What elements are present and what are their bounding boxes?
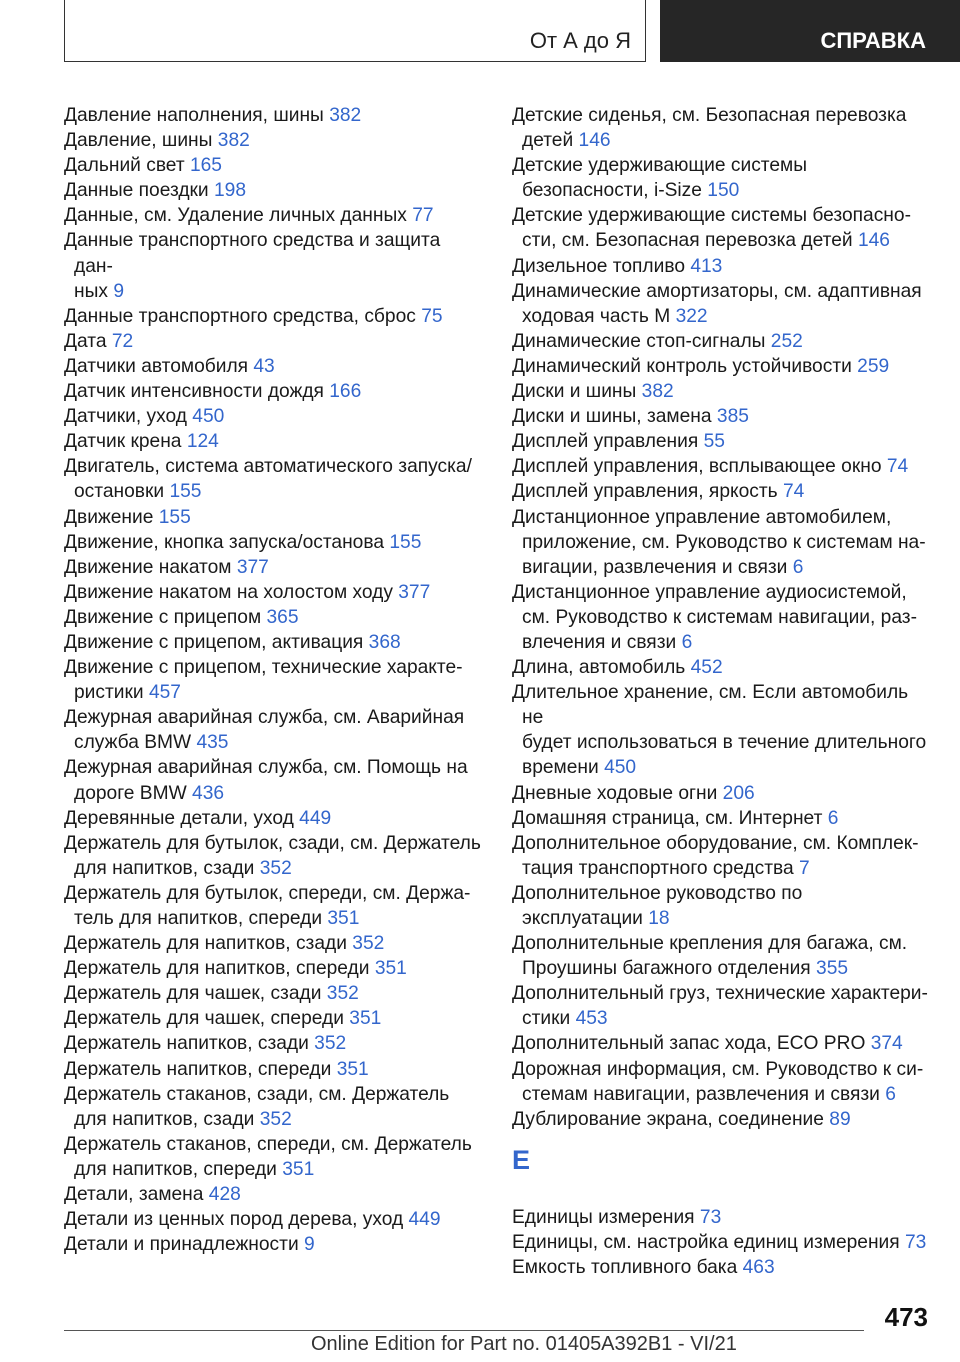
page-reference-link[interactable]: 352 [314, 1033, 347, 1055]
index-entry-term: Дежурная аварийная служба, см. Помощь на [64, 757, 468, 779]
index-entry [64, 178, 484, 203]
index-entry [64, 1207, 484, 1232]
index-entry [512, 1107, 932, 1132]
index-entry [64, 505, 484, 530]
index-entry [64, 881, 484, 931]
index-entry-continuation [74, 279, 484, 304]
page-reference-link[interactable]: 9 [113, 280, 124, 302]
index-entry [64, 831, 484, 881]
page-reference-link[interactable]: 6 [827, 807, 839, 829]
index-entry-continuation [74, 906, 484, 931]
index-entry-term: Детали, замена [64, 1184, 204, 1206]
index-entry-term: Данные транспортного средства и защита дан- [64, 230, 441, 277]
index-entry [64, 755, 484, 805]
index-entry [64, 981, 484, 1006]
page-reference-link[interactable]: 382 [329, 105, 362, 126]
index-entry-continuation [74, 781, 484, 806]
index-entry [512, 806, 932, 831]
index-entry [512, 254, 932, 279]
page-reference-link[interactable]: 452 [690, 657, 723, 679]
index-entry-term: Дополнительный запас хода, ECO PRO [512, 1033, 866, 1055]
index-entry-continuation-text: безопасности, i-Size [522, 180, 702, 202]
index-entry [64, 153, 484, 178]
index-entry [64, 931, 484, 956]
index-entry-continuation-text: детей [522, 130, 574, 152]
index-entry-term: Держатель для чашек, сзади [64, 983, 322, 1005]
index-entry-term: Дорожная информация, см. Руководство к си- [512, 1058, 924, 1080]
index-entry [512, 203, 932, 253]
index-entry-continuation-text: дороге BMW [74, 782, 187, 804]
index-entry-continuation-text: для напитков, спереди [74, 1158, 277, 1180]
index-entry-term: Дата [64, 330, 107, 352]
index-entry-continuation [522, 304, 932, 329]
index-group-d [512, 103, 932, 1132]
page-reference-link[interactable]: 450 [604, 757, 637, 779]
index-entry [512, 580, 932, 655]
index-entry [512, 404, 932, 429]
index-entry-term: Детские удерживающие системы безопасно- [512, 205, 911, 227]
index-entry-continuation [522, 530, 932, 555]
index-entry-term: Давление наполнения, шины [64, 105, 324, 126]
index-entry-term: Датчик крена [64, 431, 182, 453]
index-entry-continuation-text: Проушины багажного отделения [522, 958, 811, 980]
index-entry-term: Дизельное топливо [512, 255, 685, 277]
index-entry [64, 1132, 484, 1182]
index-entry [64, 404, 484, 429]
index-entry-continuation [522, 730, 932, 755]
page-reference-link[interactable]: 436 [192, 782, 225, 804]
index-entry-term: Держатель для бутылок, спереди, см. Держа- [64, 882, 471, 904]
index-entry-continuation [522, 630, 932, 655]
page-reference-link[interactable]: 74 [783, 481, 805, 503]
index-entry-term: Динамические амортизаторы, см. адаптивная [512, 280, 922, 302]
index-entry [64, 705, 484, 755]
index-entry [512, 1031, 932, 1056]
page-reference-link[interactable]: 382 [641, 381, 674, 403]
page-reference-link[interactable]: 322 [675, 305, 708, 327]
page-reference-link[interactable]: 463 [742, 1257, 775, 1279]
index-entry-continuation-text: тель для напитков, спереди [74, 908, 323, 929]
page-reference-link[interactable]: 352 [352, 933, 385, 955]
page-number: 473 [884, 1302, 928, 1332]
index-entry-continuation [522, 228, 932, 253]
index-entry-continuation [74, 1107, 484, 1132]
index-entry-term: Движение с прицепом, активация [64, 631, 364, 653]
index-entry-continuation-text: см. Руководство к системам навигации, раз- [522, 606, 917, 628]
index-entry-continuation-text: влечения и связи [522, 631, 677, 653]
page-reference-link[interactable]: 374 [870, 1033, 903, 1055]
page-reference-link[interactable]: 55 [703, 431, 725, 453]
index-entry-continuation [522, 956, 932, 981]
page-reference-link[interactable]: 457 [148, 682, 181, 704]
index-entry [512, 479, 932, 504]
index-entry-term: Держатель напитков, сзади [64, 1033, 309, 1055]
footer-divider [64, 1330, 864, 1331]
index-entry [512, 279, 932, 329]
page-reference-link[interactable]: 6 [681, 631, 693, 653]
page-reference-link[interactable]: 435 [196, 732, 229, 754]
index-entry [512, 881, 932, 931]
index-entry [512, 103, 932, 153]
index-entry-term: Держатель для бутылок, сзади, см. Держатель [64, 832, 481, 854]
index-entry [64, 1006, 484, 1031]
index-column-left [64, 103, 484, 1257]
index-entry-continuation [522, 555, 932, 580]
index-entry-term: Дистанционное управление автомобилем, [512, 506, 892, 528]
index-entry-continuation-text: для напитков, сзади [74, 1108, 255, 1130]
index-entry [512, 781, 932, 806]
index-entry-continuation [522, 755, 932, 780]
page-reference-link[interactable]: 428 [208, 1184, 241, 1206]
index-entry-term: Детские сиденья, см. Безопасная перевозка [512, 105, 907, 126]
index-entry-term: Данные транспортного средства, сброс [64, 305, 416, 327]
page-reference-link[interactable]: 43 [253, 355, 275, 377]
index-entry [512, 505, 932, 580]
index-entry-term: Дополнительное оборудование, см. Комплек- [512, 832, 919, 854]
index-entry-term: Движение накатом на холостом ходу [64, 581, 393, 603]
page-reference-link[interactable]: 259 [857, 355, 890, 377]
index-entry [64, 1031, 484, 1056]
index-entry-term: Дежурная аварийная служба, см. Аварийная [64, 707, 465, 729]
page-reference-link[interactable]: 450 [192, 406, 225, 428]
index-entry [64, 454, 484, 504]
page-reference-link[interactable]: 351 [327, 908, 360, 929]
index-entry-term: Движение, кнопка запуска/останова [64, 531, 385, 553]
index-entry-term: Движение с прицепом [64, 606, 262, 628]
index-entry-continuation [522, 906, 932, 931]
page-reference-link[interactable]: 146 [857, 230, 890, 252]
page-reference-link[interactable]: 377 [398, 581, 431, 603]
index-entry-continuation [522, 605, 932, 630]
index-entry [64, 429, 484, 454]
page-reference-link[interactable]: 73 [699, 1206, 722, 1228]
index-entry-continuation [522, 856, 932, 881]
index-entry-continuation-text: времени [522, 757, 599, 779]
index-entry-term: Единицы измерения [512, 1206, 695, 1228]
index-entry-term: Движение с прицепом, технические характе- [64, 657, 463, 679]
page-reference-link[interactable]: 453 [575, 1008, 608, 1030]
index-entry-continuation-text: остановки [74, 481, 165, 503]
page-reference-link[interactable]: 155 [389, 531, 422, 553]
index-entry [64, 228, 484, 303]
page-reference-link[interactable]: 155 [169, 481, 202, 503]
index-entry-term: Диски и шины, замена [512, 406, 712, 428]
index-entry-continuation-text: для напитков, сзади [74, 857, 255, 879]
index-entry [512, 1057, 932, 1107]
index-entry-term: Держатель для напитков, сзади [64, 933, 347, 955]
index-entry [512, 981, 932, 1031]
index-entry-term: Дневные ходовые огни [512, 782, 718, 804]
index-entry-continuation [74, 730, 484, 755]
index-entry-term: Дополнительный груз, технические характери- [512, 983, 928, 1005]
page-reference-link[interactable]: 6 [792, 556, 804, 578]
index-entry-term: Дистанционное управление аудиосистемой, [512, 581, 907, 603]
index-entry [512, 329, 932, 354]
index-entry [64, 530, 484, 555]
index-entry [64, 354, 484, 379]
index-entry-term: Дублирование экрана, соединение [512, 1108, 824, 1130]
index-entry-term: Датчик интенсивности дождя [64, 381, 324, 403]
index-entry-continuation [522, 128, 932, 153]
index-entry-term: Держатель для чашек, спереди [64, 1008, 344, 1030]
index-entry [64, 329, 484, 354]
index-entry-term: Единицы, см. настройка единиц измерения [512, 1231, 900, 1253]
index-entry-term: Держатель стаканов, спереди, см. Держатель [64, 1133, 472, 1155]
page-reference-link[interactable]: 351 [336, 1058, 369, 1080]
page-reference-link[interactable]: 74 [886, 456, 909, 478]
page-reference-link[interactable]: 355 [816, 958, 849, 980]
page-reference-link[interactable]: 198 [214, 180, 247, 202]
index-entry-term: Датчики, уход [64, 406, 187, 428]
index-entry-term: Держатель напитков, спереди [64, 1058, 332, 1080]
index-entry [64, 555, 484, 580]
index-column-right [512, 103, 932, 1280]
index-entry-term: Дальний свет [64, 155, 185, 177]
index-entry-continuation [74, 856, 484, 881]
index-entry-term: Дисплей управления, яркость [512, 481, 778, 503]
page-reference-link[interactable]: 377 [236, 556, 269, 578]
index-entry-term: Деревянные детали, уход [64, 807, 294, 829]
index-entry-term: Держатель для напитков, спереди [64, 958, 370, 980]
index-entry [64, 1082, 484, 1132]
header-chapter-title: От А до Я [529, 28, 631, 53]
page-reference-link[interactable]: 382 [217, 130, 250, 152]
index-entry-term: Детали из ценных пород дерева, уход [64, 1209, 404, 1231]
page-reference-link[interactable]: 155 [158, 506, 191, 528]
page-reference-link[interactable]: 166 [329, 381, 362, 403]
page-reference-link[interactable]: 165 [189, 155, 222, 177]
index-entry-term: Давление, шины [64, 130, 213, 152]
index-entry-term: Длительное хранение, см. Если автомобиль не [512, 682, 909, 729]
index-entry [64, 128, 484, 153]
index-entry-term: Дисплей управления, всплывающее окно [512, 456, 882, 478]
index-entry [512, 1205, 932, 1230]
page-reference-link[interactable]: 365 [266, 606, 299, 628]
index-entry-term: Динамический контроль устойчивости [512, 355, 852, 377]
index-group-e [512, 1205, 932, 1280]
page-reference-link[interactable]: 351 [374, 958, 407, 980]
index-entry-term: Двигатель, система автоматического запуска/ [64, 456, 472, 478]
index-entry [512, 379, 932, 404]
section-letter-heading: Е [512, 1144, 531, 1175]
page-reference-link[interactable]: 385 [716, 406, 749, 428]
index-entry-term: Движение [64, 506, 154, 528]
index-entry [512, 931, 932, 981]
index-entry-continuation-text: ных [74, 280, 108, 302]
index-entry-term: Дополнительные крепления для багажа, см. [512, 933, 908, 955]
page-reference-link[interactable]: 352 [259, 857, 292, 879]
page-reference-link[interactable]: 351 [282, 1158, 315, 1180]
index-entry-term: Датчики автомобиля [64, 355, 249, 377]
page-reference-link[interactable]: 7 [799, 857, 810, 879]
index-entry [512, 680, 932, 780]
index-entry-continuation-text: стики [522, 1008, 571, 1030]
page-reference-link[interactable]: 72 [111, 330, 134, 352]
index-entry-continuation [522, 178, 932, 203]
index-entry-term: Диски и шины [512, 381, 637, 403]
index-entry [64, 1232, 484, 1257]
page-reference-link[interactable]: 18 [648, 908, 670, 929]
footer-edition-text: Online Edition for Part no. 01405A392B1 - VI/21 [311, 1333, 737, 1355]
page-reference-link[interactable]: 252 [770, 330, 803, 352]
index-entry-term: Динамические стоп-сигналы [512, 330, 766, 352]
page-reference-link[interactable]: 413 [690, 255, 723, 277]
index-entry-continuation [74, 680, 484, 705]
index-entry-term: Данные, см. Удаление личных данных [64, 205, 407, 227]
index-entry-continuation-text: ристики [74, 682, 144, 704]
index-entry-term: Держатель стаканов, сзади, см. Держатель [64, 1083, 450, 1105]
page-reference-link[interactable]: 146 [578, 130, 611, 152]
index-entry [512, 1255, 932, 1280]
page-reference-link[interactable]: 9 [304, 1234, 315, 1256]
index-entry [512, 831, 932, 881]
page-reference-link[interactable]: 368 [368, 631, 401, 653]
index-entry-term: Данные поездки [64, 180, 209, 202]
page-reference-link[interactable]: 124 [186, 431, 219, 453]
index-entry [64, 203, 484, 228]
index-entry-continuation-text: стемам навигации, развлечения и связи [522, 1083, 880, 1105]
index-entry-term: Длина, автомобиль [512, 657, 686, 679]
index-entry [64, 1057, 484, 1082]
index-entry-term: Детские удерживающие системы [512, 155, 808, 177]
index-entry [64, 304, 484, 329]
index-entry [64, 956, 484, 981]
index-entry-continuation-text: ходовая часть M [522, 305, 671, 327]
index-entry [64, 379, 484, 404]
index-entry [512, 454, 932, 479]
index-entry [512, 1230, 932, 1255]
header-chapter-box [64, 0, 646, 62]
index-entry-continuation-text: служба BMW [74, 732, 192, 754]
index-entry [64, 630, 484, 655]
index-entry [64, 655, 484, 705]
index-entry-continuation [522, 1006, 932, 1031]
index-entry-term: Детали и принадлежности [64, 1234, 299, 1256]
page-reference-link[interactable]: 89 [829, 1108, 851, 1130]
page-reference-link[interactable]: 449 [408, 1209, 441, 1231]
index-entry [512, 153, 932, 203]
page-reference-link[interactable]: 449 [299, 807, 332, 829]
index-entry-term: Емкость топливного бака [512, 1257, 738, 1279]
index-entry-continuation [522, 1082, 932, 1107]
index-entry-continuation-text: приложение, см. Руководство к системам на- [522, 531, 926, 553]
index-entry [512, 655, 932, 680]
page-reference-link[interactable]: 73 [905, 1231, 927, 1253]
page-reference-link[interactable]: 352 [259, 1108, 292, 1130]
index-entry-term: Домашняя страница, см. Интернет [512, 807, 823, 829]
index-entry-continuation [74, 479, 484, 504]
index-entry [64, 1182, 484, 1207]
page-reference-link[interactable]: 352 [326, 983, 359, 1005]
index-entry-continuation-text: вигации, развлечения и связи [522, 556, 788, 578]
index-entry-continuation-text: сти, см. Безопасная перевозка детей [522, 230, 853, 252]
header-section-tab: СПРАВКА [660, 0, 960, 62]
index-entry-continuation-text: тация транспортного средства [522, 857, 794, 879]
page-reference-link[interactable]: 351 [349, 1008, 382, 1030]
index-entry-term: Движение накатом [64, 556, 232, 578]
index-entry-term: Дисплей управления [512, 431, 699, 453]
page-reference-link[interactable]: 75 [421, 305, 443, 327]
page-reference-link[interactable]: 77 [412, 205, 434, 227]
index-entry-continuation [74, 1157, 484, 1182]
index-entry [64, 806, 484, 831]
index-entry-continuation-text: будет использоваться в течение длительного [522, 732, 927, 754]
index-entry-term: Дополнительное руководство по [512, 882, 803, 904]
page-reference-link[interactable]: 150 [707, 180, 740, 202]
index-entry [512, 354, 932, 379]
index-entry [512, 429, 932, 454]
index-entry [64, 605, 484, 630]
index-entry [64, 103, 484, 128]
page-reference-link[interactable]: 206 [722, 782, 755, 804]
index-entry-continuation-text: эксплуатации [522, 908, 643, 929]
index-entry [64, 580, 484, 605]
page-reference-link[interactable]: 6 [885, 1083, 896, 1105]
